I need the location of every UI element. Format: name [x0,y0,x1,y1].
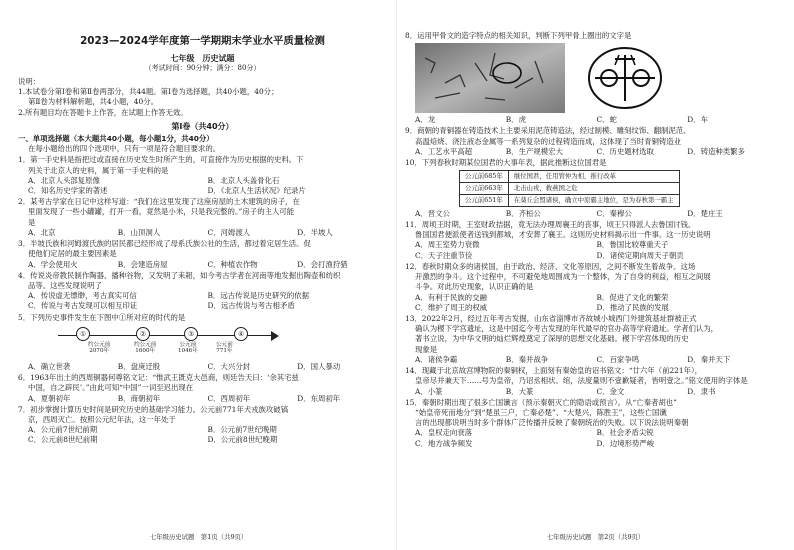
question-3-options [18,260,387,270]
question-6-cont: 中国，自之辟民’。”由此可知“中国”一词至迟出现在 [28,383,194,393]
option: C．大兴分封 [207,361,251,371]
option: C．蛇 [596,115,617,125]
timeline-label-4: 公元前 771年 [216,341,233,355]
oracle-bone-photo [415,43,565,113]
page-footer-right: 七年级历史试题 第2页（共9页） [546,533,645,542]
question-7: 7．初步掌握计算历史时间是研究历史的基础学习能力。公元前771年犬戎族攻破镐 [18,404,289,414]
notes-heading: 说明： [18,77,41,87]
option: C．河姆渡人 [207,227,251,237]
question-8-figure [415,43,778,113]
question-13-options [405,355,778,365]
table-cell: 公元前651年 [460,194,509,206]
option: D．国人暴动 [297,361,341,371]
option: D．半坡人 [297,227,333,237]
question-4-cont: 品等。这些发现说明了 [28,281,102,291]
option: B．社会矛盾尖锐 [596,428,654,438]
question-13-cont3: 现象是 [415,344,438,354]
option: A．北京 [28,227,56,237]
question-4: 4．传说炎帝教民制作陶器、播种谷物，又发明了耒耜，如今考古学者在河南等地发掘出陶壶和纺织 [18,270,341,280]
timeline-mark-1: ① [76,327,90,341]
option: B．大篆 [505,386,534,396]
section-desc: 在每小题给出的四个选项中，只有一项是符合题目要求的。 [28,144,221,154]
question-8: 8．运用甲骨文的造字特点的相关知识，判断下列甲骨上圈出的文字是 [405,31,632,40]
question-2: 2．某考古学家在日记中这样写道：“我们在这里发现了这座房屋的土木建筑的房子，在 [18,197,300,207]
option: C．百家争鸣 [596,354,640,364]
question-12-cont: 开激烈的争斗。这个过程中，不可避免地周围成为一个整体，为了自身的利益，相互之间展 [415,272,711,282]
question-10-options [405,209,778,219]
question-2-cont2: 是 [28,217,36,227]
question-11: 11．周顷王时期，王室财政拮据，竟无法办理周襄王的丧事，顷王只得派人去鲁国讨钱。 [405,220,696,230]
question-15-cont2: 言的出现都说明当时多个群体广泛传播并反映了秦朝统治的失败。以下说法说明秦朝 [415,418,689,428]
grade-subject: 七年级 历史试题 [170,54,235,64]
question-9: 9．商朝的青铜器在铸造技术上主要采用泥范铸造法，经过制模、雕刻纹饰、翻制泥范、 [405,126,691,136]
table-cell: 公元前685年 [460,171,509,183]
option: B．商朝初年 [117,393,161,403]
option: A．有利于民族的交融 [415,292,487,302]
option: A．周王室势力衰微 [415,240,480,250]
option: A．诸侯争霸 [415,354,458,364]
option: A．皇权走向衰落 [415,428,473,438]
option: D．会打渔狩猎 [297,259,348,269]
option: B．远古传说是历史研究的依据 [207,291,310,301]
option: D．远古传说与考古相矛盾 [207,301,295,311]
question-13-cont: 确认为稷下学宫遗址，这是中国迄今考古发现的年代最早的官办高等学府遗址。学者们认为， [415,324,719,334]
option: D．铸造种类繁多 [687,146,745,156]
option: B．生产规模宏大 [505,146,563,156]
question-1: 1．第一手史料是指把过或直接在历史发生时所产生的，可直接作为历史根据的史料。下 [18,155,304,165]
page-footer-left: 七年级历史试题 第1页（共9页） [149,533,248,542]
option: A．小篆 [415,386,443,396]
oracle-glyph-icon [585,43,665,113]
question-15: 15．秦朝时期出现了很多亡国谶言（预示秦朝灭亡的隐语或预言）。从“亡秦者胡也” [405,397,677,407]
option: A．公元前7世纪前期 [28,425,98,435]
question-13: 13．2022年2月，经过五年考古发掘，山东省淄博市齐故城小城西门外建筑基址群被正式 [405,313,697,323]
option: B．鲁国比较尊重天子 [596,240,669,250]
table-cell: 北击山戎，救燕国之危 [508,183,679,195]
option: A．龙 [415,115,436,125]
option: D．《北京人生活状况》纪录片 [207,186,306,196]
table-cell: 在葵丘会盟诸侯，确立中原霸主地位，是为春秋第一霸主 [508,194,679,206]
timeline-label-2: 约公元前 1600年 [134,341,157,355]
option: D．公元前8世纪晚期 [207,435,278,445]
note-2: 2.所有题目均在答题卡上作答，在试题上作答无效。 [18,107,188,117]
question-7-options [18,425,387,445]
question-12-cont2: 斗争。对此历史现象，认识正确的是 [415,282,534,292]
question-5-options [18,362,387,372]
note-1b: 第Ⅱ卷为材料解析题，共4小题，40分。 [28,97,158,107]
option: D．秦并天下 [687,354,731,364]
question-15-cont: “始皇帝死而地分”到“楚虽三户，亡秦必楚”、“大楚兴，陈胜王”，这些亡国谶 [415,407,667,417]
question-12: 12．春秋时期众多的诸侯国，由于政治、经济、文化等原因，之间不断发生着战争。这场 [405,261,696,271]
timeline-mark-4: ④ [234,327,248,341]
question-14-cont: 皇帝尽并兼天下……号为皇帝，乃诏丞相状、绾，法度量则不壹歉疑者，皆明壹之。”铭文使用的字体是 [415,376,748,386]
option: A．晋文公 [415,208,450,218]
option: B．北京人头盖骨化石 [207,175,280,185]
question-7-cont: 京，西周灭亡。按照公元纪年法，这一年处于 [28,414,176,424]
exam-title: 2023—2024学年度第一学期期末学业水平质量检测 [80,35,325,47]
option: A．北京人头部复原像 [28,175,100,185]
question-2-cont: 里面发现了一些小罐罐，打开一看，竟然是小米，只是我完整的。”房子的主人可能 [28,207,295,217]
note-1: 1.本试卷分第Ⅰ卷和第Ⅱ卷两部分，共44题。第Ⅰ卷为选择题，共40小题，40分； [18,87,279,97]
timeline-figure [58,325,288,361]
question-3-cont: 使他们定居的最主要因素是 [28,249,117,259]
option: B．会建造房屋 [117,259,168,269]
option: B．虎 [505,115,526,125]
question-9-cont: 高温焙烧、浇注液态金属等一系列复杂的过程铸造而成，这体现了当时青铜铸造业 [415,136,682,146]
table-cell: 继位国君，任用管仲为相，推行改革 [508,171,679,183]
timeline-mark-3: ③ [184,327,198,341]
option: B．山顶洞人 [117,227,161,237]
exam-info: （考试时间：90分钟；满分：80分） [144,64,261,73]
timeline-label-1: 约公元前 2070年 [88,341,111,355]
option: B．盘庚迁殷 [117,361,161,371]
option: A．夏朝初年 [28,393,71,403]
question-8-options [405,115,778,125]
option: D．诸侯定期向周天子朝贡 [596,250,684,260]
section-heading: 一、单项选择题（本大题共40小题，每小题1分，共40分） [18,133,214,143]
option: C．秦穆公 [596,208,632,218]
option: C．天子注重节俭 [415,250,473,260]
option: C．维护了周王的权威 [415,302,488,312]
option: C．种植农作物 [207,259,258,269]
option: C．地方战争频发 [415,438,473,448]
option: D．推动了民族的发展 [596,302,669,312]
question-3: 3．半坡氏族和河姆渡氏族的居民都已经形成了母系氏族公社的生活，都过着定居生活。促 [18,239,311,249]
option: D．边境形势严峻 [596,438,655,448]
option: B．齐桓公 [505,208,541,218]
option: B．秦并战争 [505,354,549,364]
option: D．隶书 [687,386,716,396]
question-11-cont: 鲁国国君便派使者送钱到都城，才安葬了襄王。这则历史材料揭示出一件事。这一历史说明 [415,230,711,240]
part-title: 第Ⅰ卷（共40分） [171,121,234,131]
option: C．西周初年 [207,393,251,403]
option: A．确立世袭 [28,361,71,371]
timeline-arrow [271,331,279,341]
timeline-mark-2: ② [136,327,150,341]
question-15-options [405,428,778,448]
option: C．传说与考古发现可以相互印证 [28,301,138,311]
option: A．传说虚无缥缈，考古真实可信 [28,291,137,301]
question-5: 5．下列历史事件发生在下图中①所对应的时代的是 [18,312,186,322]
option: A．学会使用火 [28,259,78,269]
question-6-options [18,394,387,404]
option: A．工艺水平高超 [415,146,473,156]
table-row [460,194,680,206]
question-10-table [459,170,680,206]
question-1-options [18,176,387,196]
question-10: 10．下列春秋时期某位国君的大事年表，据此推断这位国君是 [405,158,607,168]
option: C．历史题材选取 [596,146,654,156]
table-cell: 公元前663年 [460,183,509,195]
question-2-options [18,228,387,238]
table-row [460,183,680,195]
question-1-cont: 列关于北京人的史料，属于第一手史料的是 [28,165,169,175]
option: D．车 [687,115,708,125]
option: C．公元前8世纪前期 [28,435,98,445]
question-6: 6．1963年出土的西周铜器何尊铭文记：“惟武王既克大邑商，则廷告天曰：‘余其宅兹 [18,373,299,383]
question-13-cont2: 著书立说，为中华文明的灿烂辉煌奠定了深厚的思想文化基础。稷下学宫体现的历史 [415,334,689,344]
option: C．知名历史学家的著述 [28,186,108,196]
page-right [397,0,794,550]
option: C．金文 [596,386,625,396]
question-4-options [18,291,387,311]
option: B．促进了文化的繁荣 [596,292,669,302]
question-9-options [405,147,778,157]
question-14-options [405,387,778,397]
timeline-label-3: 公元前 1046年 [178,341,198,355]
option: D．东周初年 [297,393,341,403]
option: B．公元前7世纪晚期 [207,425,277,435]
table-row [460,171,680,183]
question-14: 14．现藏于北京故宫博物院的秦铜权，上面刻有秦始皇的诏书铭文：“廿六年（前221年）， [405,366,703,376]
question-12-options [405,293,778,313]
question-11-options [405,240,778,260]
option: D．楚庄王 [687,208,723,218]
